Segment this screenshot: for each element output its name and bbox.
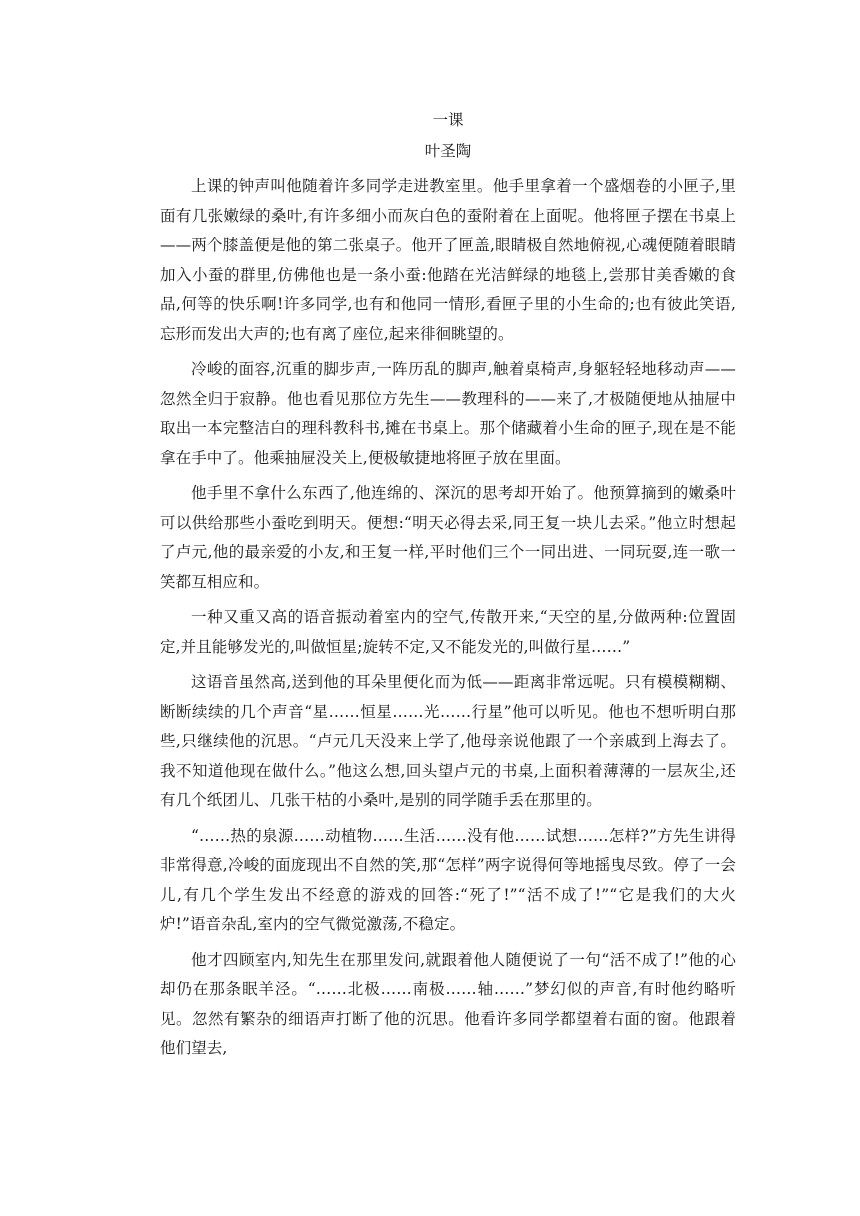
paragraph: 冷峻的面容,沉重的脚步声,一阵历乱的脚声,触着桌椅声,身躯轻轻地移动声——忽然全归于寂静。他也看见那位方先生——教理科的——来了,才极随便地从抽屉中取出一本完整洁白的理科教科书,摊在书桌上。那个储藏着小生命的匣子,现在是不能拿在手中了。他乘抽屉没关上,便极敏捷地将匣子放在里面。 — [160, 360, 736, 467]
paragraph: 这语音虽然高,送到他的耳朵里便化而为低——距离非常远呢。只有模模糊糊、断断续续的几个声音“星……恒星……光……行星”他可以听见。他也不想听明白那些,只继续他的沉思。“卢元几天没来上学了,他母亲说他跟了一个亲戚到上海去了。我不知道他现在做什么。”他这么想,回头望卢元的书桌,上面积着薄薄的一层灰尘,还有几个纸团儿、几张干枯的小桑叶,是别的同学随手丢在那里的。 — [160, 673, 736, 809]
paragraph: 一种又重又高的语音振动着室内的空气,传散开来,“天空的星,分做两种:位置固定,并且能够发光的,叫做恒星;旋转不定,又不能发光的,叫做行星……” — [160, 608, 736, 656]
paragraph: 他才四顾室内,知先生在那里发问,就跟着他人随便说了一句“活不成了!”他的心却仍在那条眠羊泾。“……北极……南极……轴……”梦幻似的声音,有时他约略听见。忽然有繁杂的细语声打断了他的沉思。他看许多同学都望着右面的窗。他跟着他们望去, — [160, 950, 736, 1057]
document-author: 叶圣陶 — [424, 141, 472, 160]
paragraph: 他手里不拿什么东西了,他连绵的、深沉的思考却开始了。他预算摘到的嫩桑叶可以供给那些小蚕吃到明天。便想:“明天必得去采,同王复一块儿去采。”他立时想起了卢元,他的最亲爱的小友,和王复一样,平时他们三个一同出进、一同玩耍,连一歌一笑都互相应和。 — [160, 484, 736, 591]
document-title: 一课 — [432, 111, 464, 129]
paragraph: “……热的泉源……动植物……生活……没有他……试想……怎样?”方先生讲得非常得意,冷峻的面庞现出不自然的笑,那“怎样”两字说得何等地摇曳尽致。停了一会儿,有几个学生发出不经意的游戏的回答:“死了!”“活不成了!”“它是我们的大火炉!”语音杂乱,室内的空气微觉激荡,不稳定。 — [160, 826, 736, 933]
document-body — [160, 106, 736, 1070]
paragraph: 上课的钟声叫他随着许多同学走进教室里。他手里拿着一个盛烟卷的小匣子,里面有几张嫩绿的桑叶,有许多细小而灰白色的蚕附着在上面呢。他将匣子摆在书桌上——两个膝盖便是他的第二张桌子。他开了匣盖,眼睛极自然地俯视,心魂便随着眼睛加入小蚕的群里,仿佛他也是一条小蚕:他踏在光洁鲜绿的地毯上,尝那甘美香嫩的食品,何等的快乐啊!许多同学,也有和他同一情形,看匣子里的小生命的;也有彼此笑语,忘形而发出大声的;也有离了座位,起来徘徊眺望的。 — [160, 177, 736, 343]
